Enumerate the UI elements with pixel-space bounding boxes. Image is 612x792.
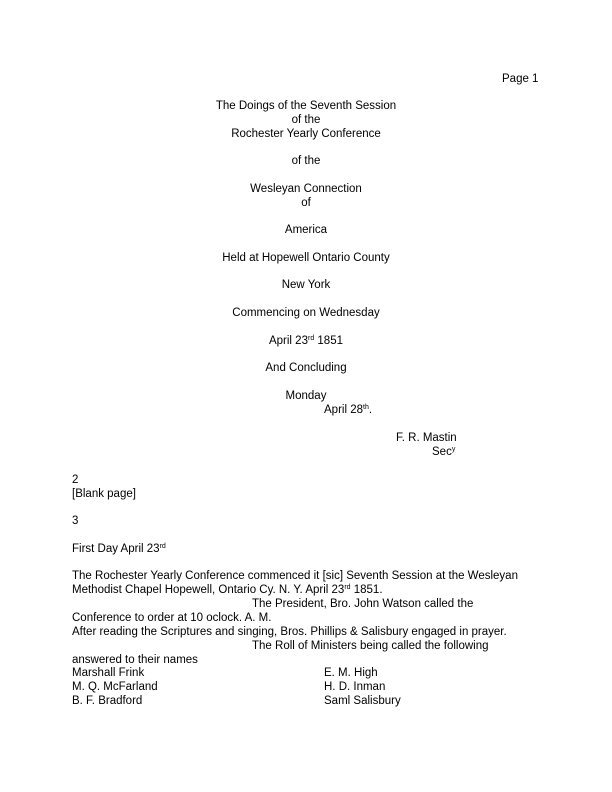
text-line: The Roll of Ministers being called the following (252, 640, 489, 652)
title-line: And Concluding (265, 362, 347, 374)
title-line: Wesleyan Connection (250, 183, 362, 195)
minister-name: Marshall Frink (72, 667, 145, 679)
text-line: answered to their names (72, 654, 198, 666)
text-line: The Rochester Yearly Conference commenced it [sic] Seventh Session at the Wesleyan (72, 570, 518, 582)
title-date-line: April 28th. (324, 404, 373, 416)
page-3-number: 3 (72, 515, 79, 527)
title-date-line: April 23rd 1851 (268, 335, 343, 347)
minister-name: M. Q. McFarland (72, 681, 158, 693)
minister-name: B. F. Bradford (72, 695, 143, 707)
signature-name: F. R. Mastin (396, 432, 457, 444)
text-line: The President, Bro. John Watson called the (252, 598, 474, 610)
minister-name: H. D. Inman (324, 681, 386, 693)
minutes-paragraph (72, 569, 542, 667)
title-line: Held at Hopewell Ontario County (222, 252, 390, 264)
page-2-number: 2 (72, 474, 79, 486)
title-line: of (301, 197, 311, 209)
title-line: Commencing on Wednesday (232, 307, 380, 319)
text-line: Conference to order at 10 oclock. A. M. (72, 612, 272, 624)
minister-name: Saml Salisbury (324, 695, 401, 707)
title-line: of the (291, 114, 321, 126)
text-line: Methodist Chapel Hopewell, Ontario Cy. N. Y. April 23rd 1851. (72, 584, 383, 596)
day-heading: First Day April 23rd (72, 543, 166, 555)
blank-page-note: [Blank page] (72, 488, 136, 500)
signature-title: Sec$^y$ (432, 446, 456, 458)
title-line: New York (281, 279, 331, 291)
text-line: After reading the Scriptures and singing, Bros. Phillips & Salisbury engaged in prayer. (72, 626, 507, 638)
title-line: The Doings of the Seventh Session (215, 100, 397, 112)
title-line: Monday (285, 390, 327, 402)
title-line: of the (291, 155, 321, 167)
page-number: Page 1 (502, 73, 539, 85)
title-line: America (284, 224, 328, 236)
minister-name: E. M. High (324, 667, 378, 679)
title-line: Rochester Yearly Conference (231, 128, 381, 140)
